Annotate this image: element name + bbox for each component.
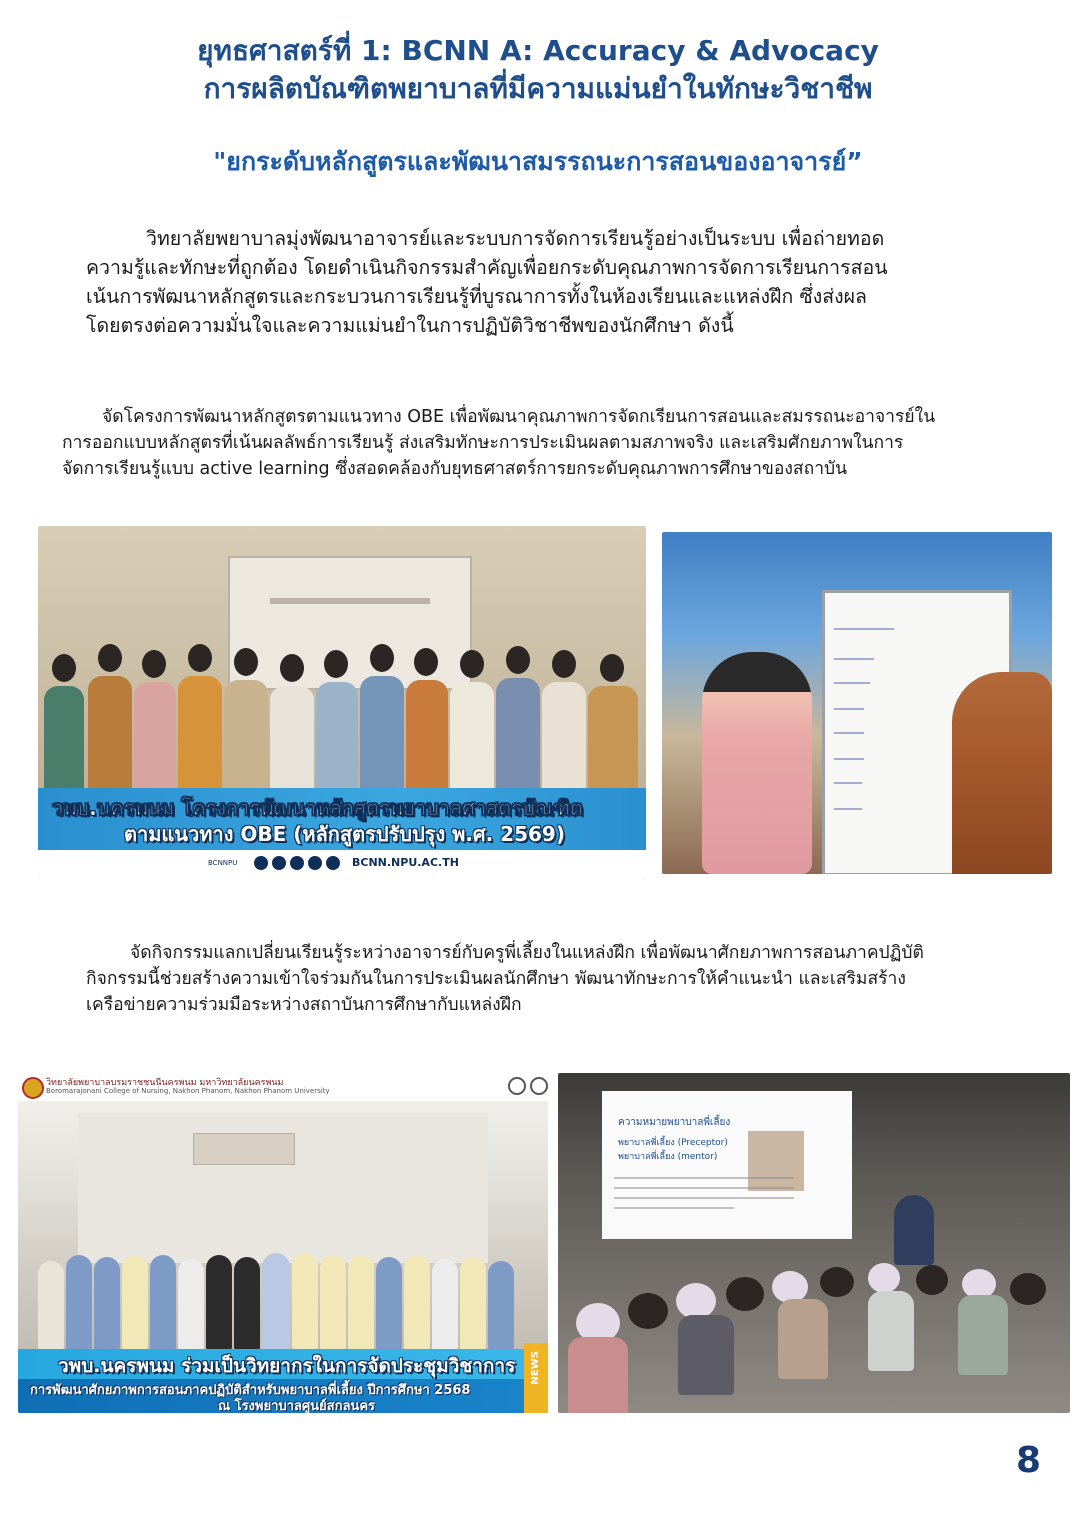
obe-paragraph — [62, 404, 1042, 482]
banner-subtitle: การพัฒนาศักยภาพการสอนภาคปฏิบัติสำหรับพยาบาลพี่เลี้ยง ปีการศึกษา 2568 — [30, 1383, 471, 1398]
website-url: BCNN.NPU.AC.TH — [352, 856, 459, 869]
obe-group-photo — [38, 526, 646, 878]
paragraph-line: จัดกิจกรรมแลกเปลี่ยนเรียนรู้ระหว่างอาจารย์กับครูพี่เลี้ยงในแหล่งฝึก เพื่อพัฒนาศักยภาพการสอนภาคปฏิบัติ — [130, 943, 924, 963]
conference-group-photo — [18, 1073, 548, 1413]
org-name-english: Boromarajonani College of Nursing, Nakhon Phanom, Nakhon Phanom University — [46, 1087, 330, 1095]
section-heading: "ยกระดับหลักสูตรและพัฒนาสมรรถนะการสอนของอาจารย์” — [213, 147, 863, 176]
strategy-title: ยุทธศาสตร์ที่ 1: BCNN A: Accuracy & Advocacy — [197, 34, 879, 67]
slide-image — [748, 1131, 804, 1191]
strategy-subtitle: การผลิตบัณฑิตพยาบาลที่มีความแม่นยำในทักษะวิชาชีพ — [203, 72, 873, 105]
slide-line: พยาบาลพี่เลี้ยง (Preceptor) — [618, 1138, 728, 1148]
banner-title: วพบ.นครพนม ร่วมเป็นวิทยากรในการจัดประชุมวิชาการ — [58, 1355, 516, 1377]
college-logo-icon — [22, 1077, 44, 1099]
zoom-in-icon — [508, 1077, 526, 1095]
paragraph-line: ความรู้และทักษะที่ถูกต้อง โดยดำเนินกิจกรรมสำคัญเพื่อยกระดับคุณภาพการจัดการเรียนการสอน — [86, 256, 888, 279]
flipchart-photo — [662, 532, 1052, 874]
classroom-photo — [558, 1073, 1070, 1413]
line-icon — [308, 856, 322, 870]
news-label: NEWS — [530, 1351, 541, 1385]
brand-label: BCNNPU — [208, 859, 238, 867]
banner-location: ณ โรงพยาบาลศูนย์สกลนคร — [218, 1399, 375, 1413]
paragraph-line: เครือข่ายความร่วมมือระหว่างสถาบันการศึกษากับแหล่งฝึก — [86, 995, 522, 1015]
projection-slide — [602, 1091, 852, 1239]
youtube-icon — [290, 856, 304, 870]
speaker — [894, 1195, 934, 1265]
slide-title: ความหมายพยาบาลพี่เลี้ยง — [618, 1117, 731, 1128]
paragraph-line: การออกแบบหลักสูตรที่เน้นผลลัพธ์การเรียนรู้ ส่งเสริมทักษะการประเมินผลตามสภาพจริง และเสริมศักยภาพในการ — [62, 433, 904, 453]
paragraph-line: โดยตรงต่อความมั่นใจและความแม่นยำในการปฏิบัติวิชาชีพของนักศึกษา ดังนี้ — [86, 314, 734, 337]
group-of-people — [18, 1241, 548, 1351]
slide-line: พยาบาลพี่เลี้ยง (mentor) — [618, 1152, 718, 1162]
social-bar — [38, 850, 646, 878]
presenter-pink — [702, 652, 812, 874]
hospital-sign — [193, 1133, 295, 1165]
zoom-out-icon — [530, 1077, 548, 1095]
web-icon — [326, 856, 340, 870]
social-icons — [254, 856, 340, 870]
page-number: 8 — [1016, 1440, 1042, 1481]
instagram-icon — [254, 856, 268, 870]
facebook-icon — [272, 856, 286, 870]
paragraph-line: กิจกรรมนี้ช่วยสร้างความเข้าใจร่วมกันในการประเมินผลนักศึกษา พัฒนาทักษะการให้คำแนะนำ และเสริมสร้าง — [86, 969, 906, 989]
intro-paragraph — [86, 224, 1046, 340]
banner-subtitle: ตามแนวทาง OBE (หลักสูตรปรับปรุง พ.ศ. 2569) — [124, 822, 565, 846]
mentor-paragraph — [86, 940, 1046, 1018]
paragraph-line: เน้นการพัฒนาหลักสูตรและกระบวนการเรียนรู้ที่บูรณาการทั้งในห้องเรียนและแหล่งฝึก ซึ่งส่งผล — [86, 285, 868, 308]
presenter-brown — [952, 672, 1052, 874]
paragraph-line: จัดโครงการพัฒนาหลักสูตรตามแนวทาง OBE เพื่อพัฒนาคุณภาพการจัดกเรียนการสอนและสมรรถนะอาจารย์ใน — [102, 407, 936, 427]
org-name-thai: วิทยาลัยพยาบาลบรมราชชนนีนครพนม มหาวิทยาลัยนครพนม — [46, 1078, 284, 1088]
paragraph-line: จัดการเรียนรู้แบบ active learning ซึ่งสอดคล้องกับยุทธศาสตร์การยกระดับคุณภาพการศึกษาของสถาบัน — [62, 459, 848, 479]
paragraph-line: วิทยาลัยพยาบาลมุ่งพัฒนาอาจารย์และระบบการจัดการเรียนรู้อย่างเป็นระบบ เพื่อถ่ายทอด — [146, 227, 885, 250]
audience — [558, 1263, 1070, 1413]
banner-title: วพบ.นครพนม โครงการพัฒนาหลักสูตรพยาบาลศาสตรบัณฑิต — [52, 796, 583, 820]
